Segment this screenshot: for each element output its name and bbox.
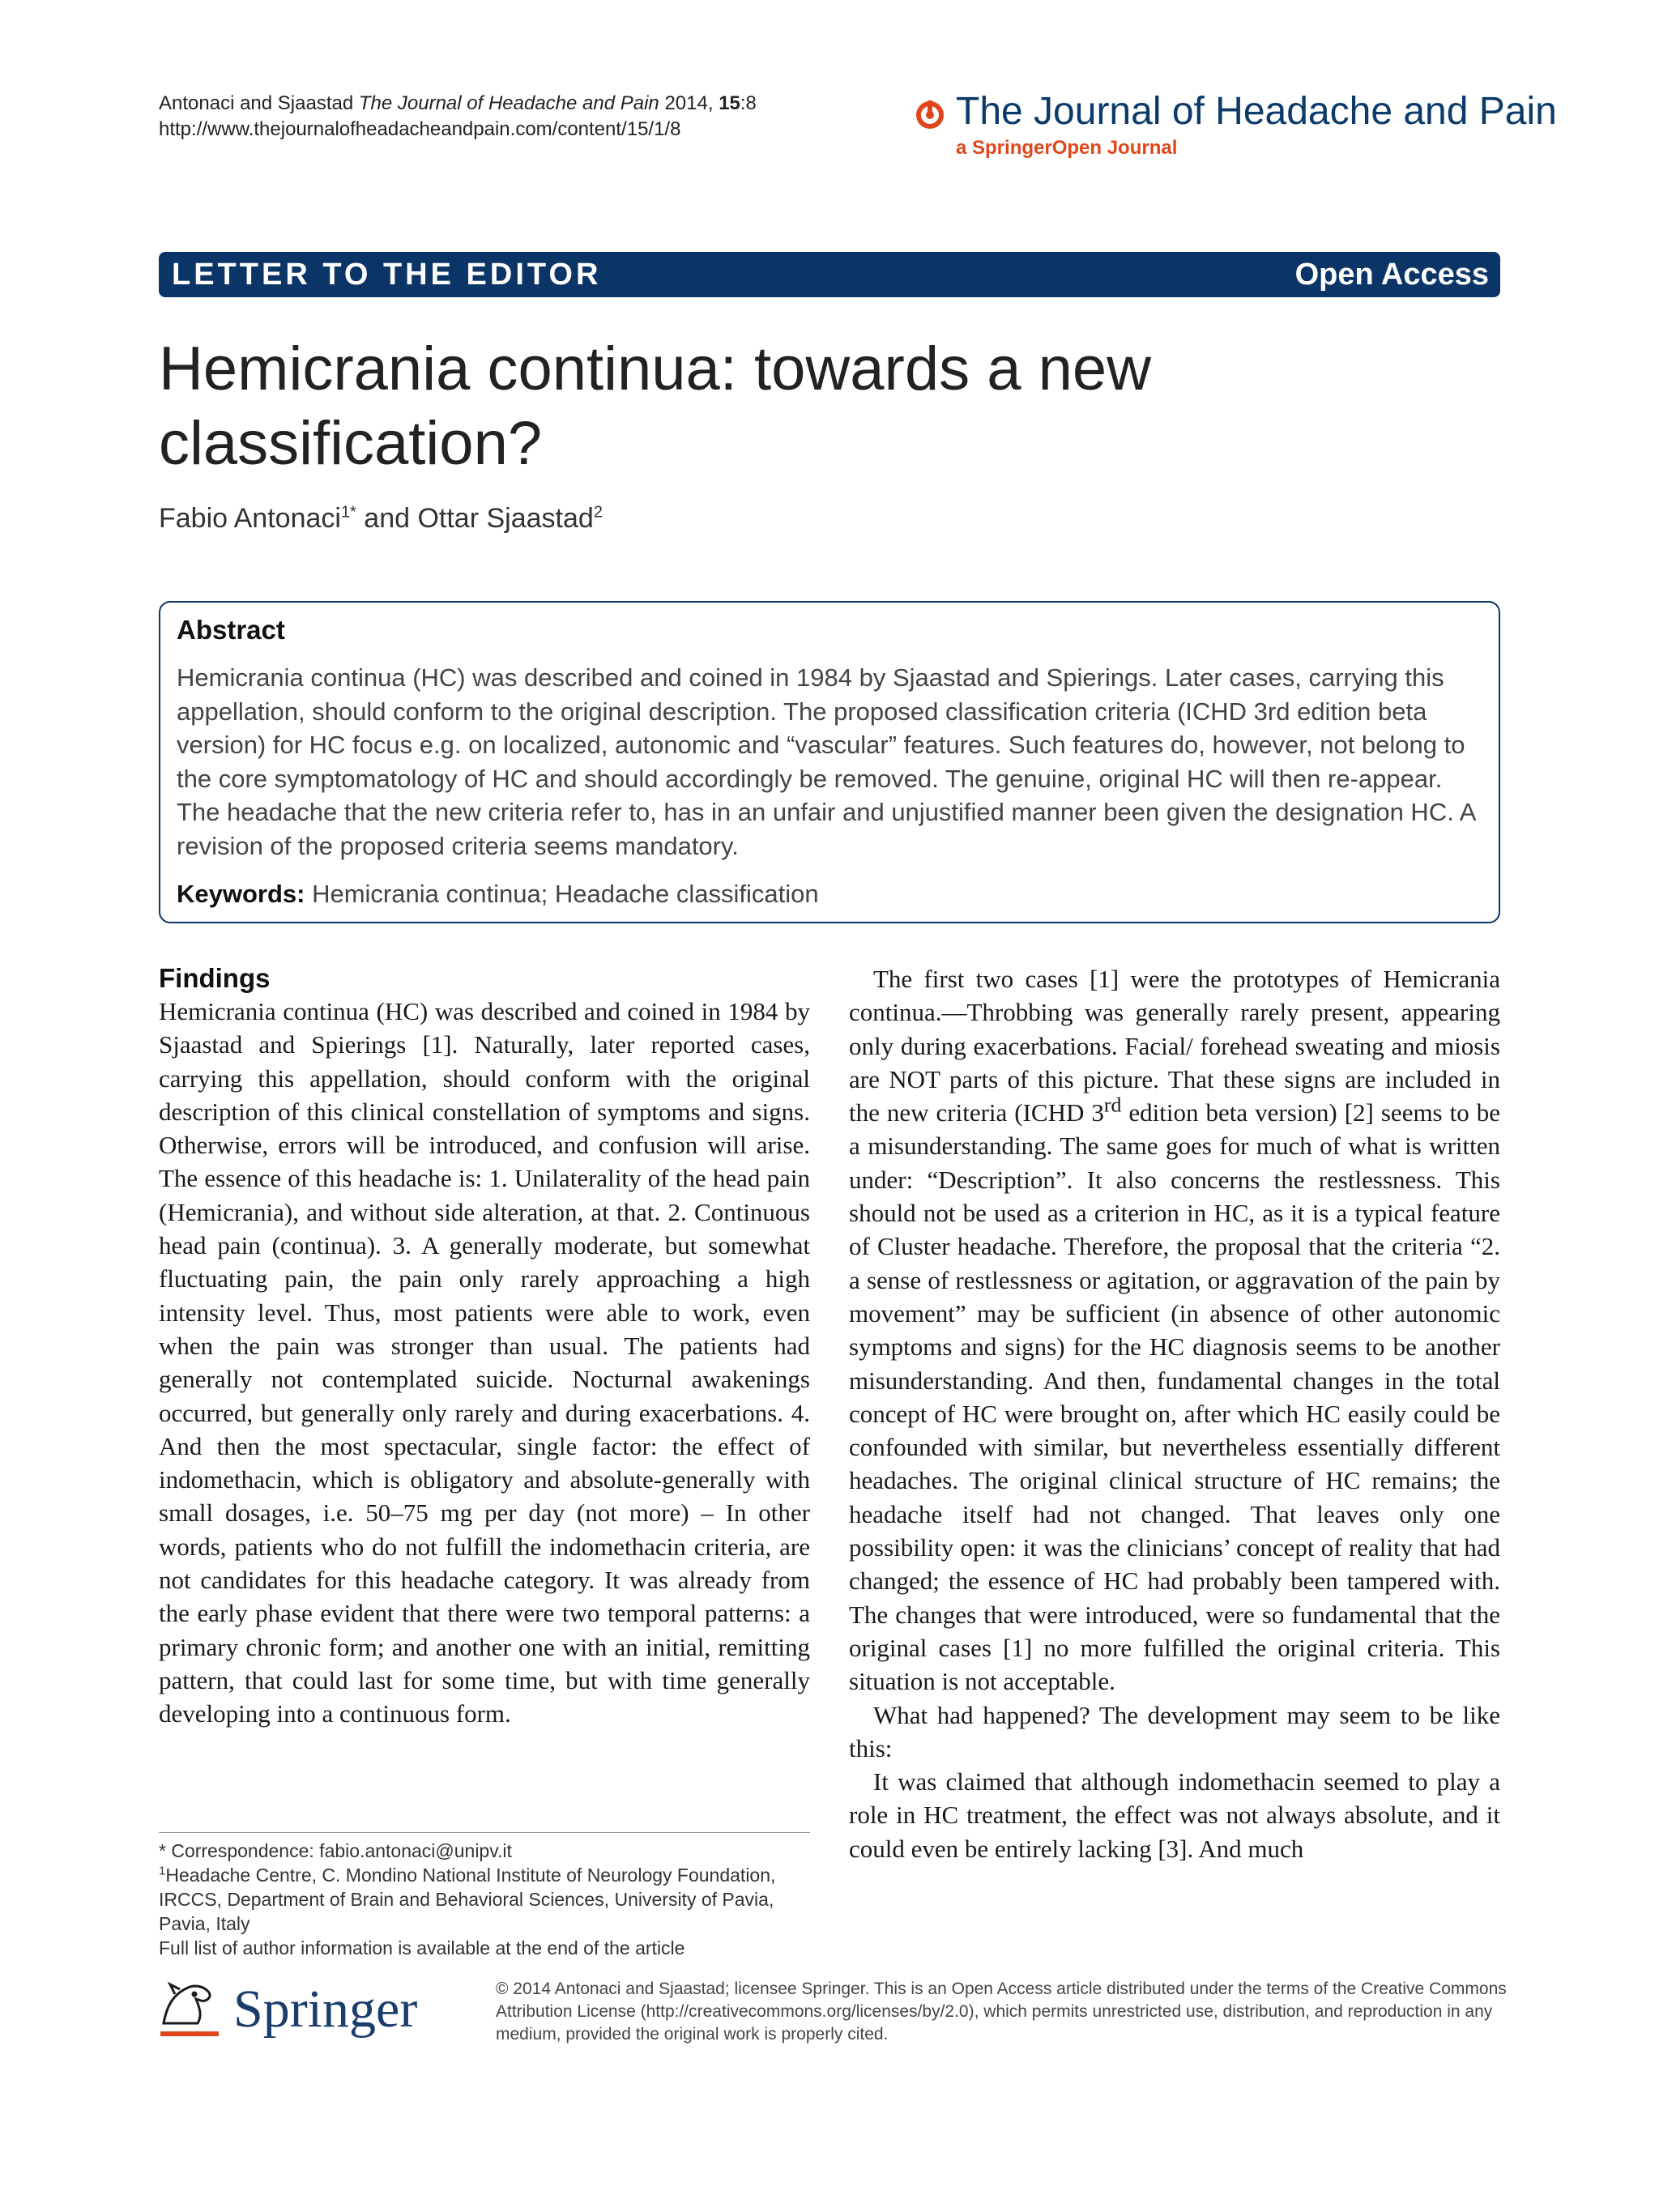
article-type-banner: [159, 252, 1500, 297]
springer-underline: [160, 2031, 219, 2036]
body-text: edition beta version) [2] seems to be a misunderstanding. The same goes for much of what is written under: “Description”. It also concerns the restlessness. This should not be used as a criterion in HC, as it is a typical feature of Cluster headache. Therefore, the proposal that the criteria “2. a sense of restlessness or agitation, or aggravation of the pain by movement” may be sufficient (in absence of other autonomic symptoms and signs) for the HC diagnosis seems to be another misunderstanding. And then, fundamental changes in the total concept of HC were brought on, after which HC easily could be confounded with similar, but nevertheless essentially different headaches. The original clinical structure of HC remains; the headache itself had not changed. That leaves only one possibility open: it was the clinicians’ concept of reality that had changed; the essence of HC had probably been tampered with. The changes that were introduced, were so fundamental that the original cases [1] no more fulfilled the original criteria. This situation is not acceptable.: [849, 1098, 1500, 1696]
license-statement: © 2014 Antonaci and Sjaastad; licensee Springer. This is an Open Access article distributed under the terms of the Creative Commons Attribution License (http://creativecommons.org/licenses/by/2.0), which permits unrestricted use, distribution, and reproduction in any medium, provided the original work is properly cited.: [496, 1980, 1507, 2044]
abstract-box: [159, 601, 1500, 923]
author-info-note: Full list of author information is available at the end of the article: [159, 1937, 685, 1958]
citation-line: [159, 91, 888, 117]
citation-journal: The Journal of Headache and Pain: [358, 92, 659, 114]
author-affiliation-marker: 2: [593, 503, 603, 522]
springer-wordmark: Springer: [233, 1980, 418, 2039]
author-name[interactable]: Fabio Antonaci: [159, 503, 341, 534]
abstract-text: Hemicrania continua (HC) was described and coined in 1984 by Sjaastad and Spierings. Later cases, carrying this appellation, should conform to the original description. The proposed classification criteria (ICHD 3rd edition beta version) for HC focus e.g. on localized, autonomic and “vascular” features. Such features do, however, not belong to the core symptomatology of HC and should accordingly be removed. The genuine, original HC will then re-appear. The headache that the new criteria refer to, has in an unfair and unjustified manner been given the designation HC. A revision of the proposed criteria seems mandatory.: [177, 663, 1475, 860]
author-name[interactable]: Ottar Sjaastad: [417, 503, 594, 534]
body-text: The first two cases [1] were the prototypes of Hemicrania continua.—Throbbing was generally rarely present, appearing only during exacerbations. Facial/ forehead sweating and miosis are NOT parts of this picture. That these signs are included in the new criteria (ICHD 3: [849, 965, 1500, 1127]
abstract-heading: Abstract: [177, 615, 285, 645]
correspondence-note: * Correspondence: fabio.antonaci@unipv.it: [159, 1840, 512, 1861]
body-paragraph: [849, 962, 1500, 1698]
section-heading-findings: Findings: [159, 963, 271, 993]
journal-subtitle: a SpringerOpen Journal: [956, 137, 1178, 159]
author-joiner: and: [356, 503, 418, 534]
citation-article: :8: [740, 92, 757, 114]
springer-horse-icon: [164, 1984, 210, 2023]
body-column-left: [159, 962, 810, 1731]
body-column-right: [849, 962, 1500, 1865]
citation-block: [159, 91, 888, 143]
article-type-label: LETTER TO THE EDITOR: [172, 258, 602, 292]
citation-volume: 15: [719, 92, 740, 114]
keywords-values: Hemicrania continua; Headache classification: [305, 880, 819, 908]
footnotes: [159, 1832, 823, 1960]
body-paragraph: It was claimed that although indomethacin seemed to play a role in HC treatment, the effect was not always absolute, and it could even be entirely lacking [3]. And much: [849, 1767, 1500, 1863]
citation-year: 2014,: [664, 92, 714, 114]
affiliation-note: [159, 1863, 823, 1936]
author-affiliation-marker: 1*: [340, 503, 356, 522]
author-list: [159, 502, 603, 535]
open-access-label: Open Access: [1294, 258, 1489, 292]
affiliation-text: Headache Centre, C. Mondino National Institute of Neurology Foundation, IRCCS, Department of Brain and Behavioral Sciences, University of Pavia, Pavia, Italy: [159, 1865, 776, 1934]
affiliation-marker: 1: [159, 1864, 166, 1878]
keywords-line: [177, 878, 1482, 910]
springeropen-logo-icon: [914, 97, 946, 130]
journal-title: The Journal of Headache and Pain: [956, 90, 1557, 133]
article-url[interactable]: http://www.thejournalofheadacheandpain.com/content/15/1/8: [159, 118, 681, 140]
keywords-label: Keywords:: [177, 880, 305, 908]
body-paragraph: Hemicrania continua (HC) was described and coined in 1984 by Sjaastad and Spierings [1]. Naturally, later reported cases, carrying this appellation, should conform with the original description of this clinical constellation of symptoms and signs. Otherwise, errors will be introduced, and confusion will arise. The essence of this headache is: 1. Unilaterality of the head pain (Hemicrania), and without side alteration, at that. 2. Continuous head pain (continua). 3. A generally moderate, but somewhat fluctuating pain, the pain only rarely approaching a high intensity level. Thus, most patients were able to work, even when the pain was stronger than usual. The patients had generally not contemplated suicide. Nocturnal awakenings occurred, but generally only rarely and during exacerbations. 4. And then the most spectacular, single factor: the effect of indomethacin, which is obligatory and absolute-generally with small dosages, i.e. 50–75 mg per day (not more) – In other words, patients who do not fulfill the indomethacin criteria, are not candidates for this headache category. It was already from the early phase evident that there were two temporal patterns: a primary chronic form; and another one with an initial, remitting pattern, that could last for some time, but with time generally developing into a continuous form.: [159, 997, 810, 1728]
superscript: rd: [1103, 1093, 1122, 1117]
citation-authors: Antonaci and Sjaastad: [159, 92, 354, 114]
body-paragraph: What had happened? The development may seem to be like this:: [849, 1700, 1500, 1762]
article-title: Hemicrania continua: towards a new classification?: [159, 335, 1152, 478]
springer-logo: [156, 1970, 463, 2044]
